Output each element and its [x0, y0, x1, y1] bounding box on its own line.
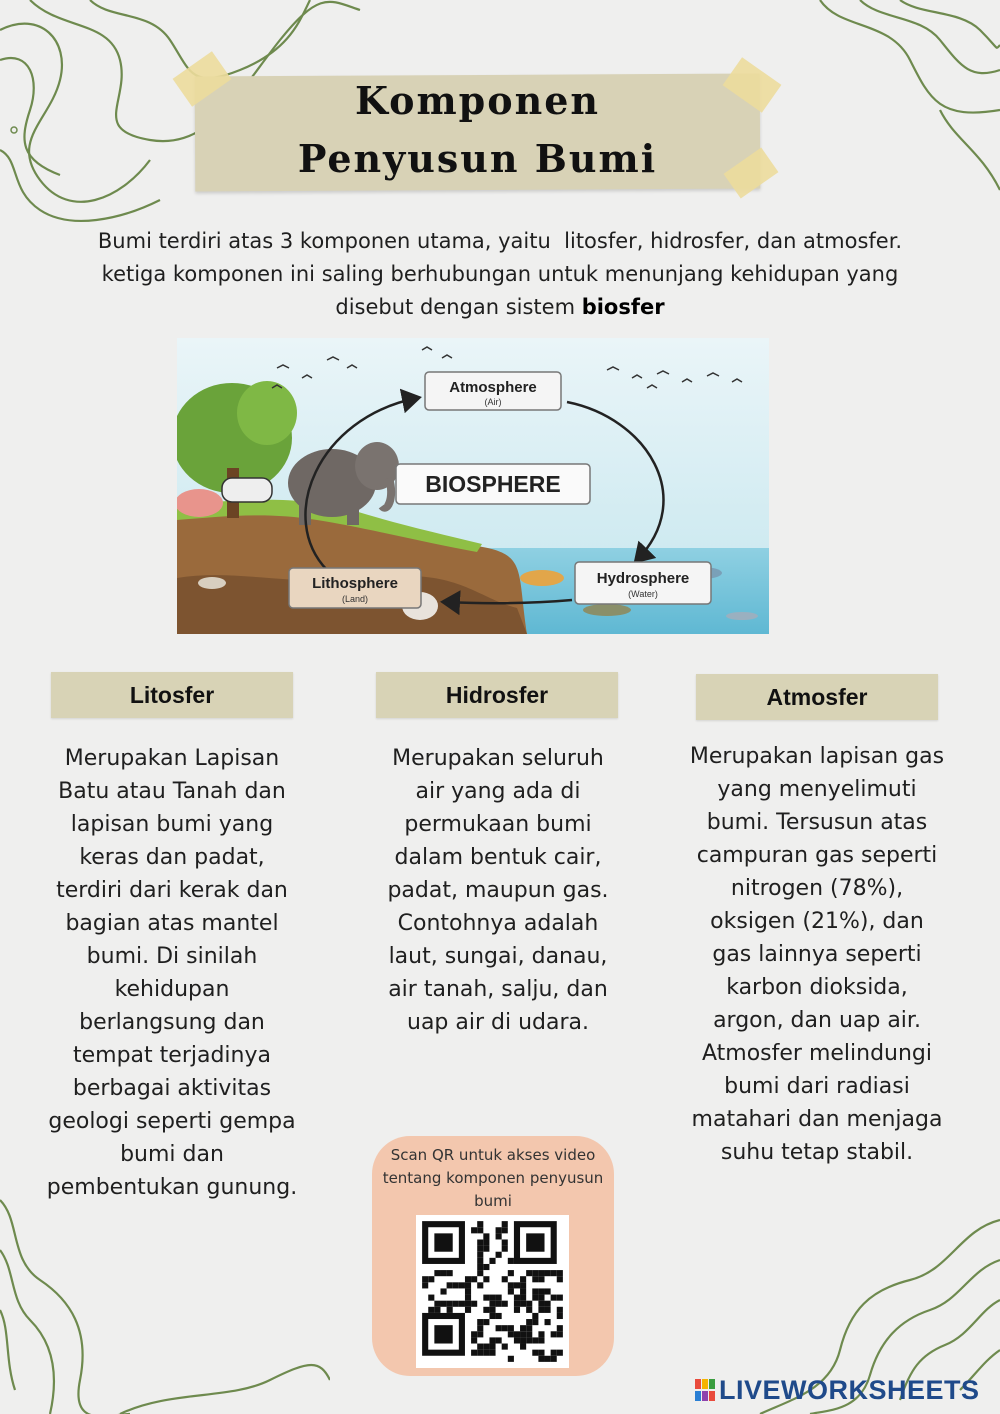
- biosphere-diagram: [177, 338, 769, 634]
- hydrosphere-sub: (Water): [628, 589, 658, 599]
- intro-biosfer-bold: biosfer: [581, 295, 665, 319]
- intro-line-3-text: disebut dengan sistem: [335, 295, 582, 319]
- elephant-leg-2: [347, 503, 359, 525]
- qr-caption: Scan QR untuk akses video tentang komponen penyusun bumi: [382, 1146, 604, 1210]
- intro-line-3: [45, 291, 955, 324]
- litosfer-description: Merupakan Lapisan Batu atau Tanah dan lapisan bumi yang keras dan padat, terdiri dari kerak dan bagian atas mantel bumi. Di sinilah kehidupan berlangsung dan tempat terjadinya berbagai aktivitas geologi seperti gempa bumi dan pembentukan gunung.: [46, 746, 298, 1200]
- fish-4: [726, 612, 758, 620]
- intro-paragraph: [45, 225, 955, 324]
- hidrosfer-description: Merupakan seluruh air yang ada di permukaan bumi dalam bentuk cair, padat, maupun gas. Contohnya adalah laut, sungai, danau, air tanah, salju, dan uap air di udara.: [387, 746, 609, 1035]
- topographic-lines-top-right: [790, 0, 1000, 230]
- title-line-1: Komponen: [354, 78, 601, 123]
- liveworksheets-icon: [694, 1378, 716, 1402]
- litosfer-heading: Litosfer: [51, 672, 293, 718]
- pig: [177, 489, 223, 517]
- atmosfer-heading: Atmosfer: [696, 674, 938, 720]
- liveworksheets-text: LIVEWORKSHEETS: [719, 1374, 980, 1405]
- zebra: [222, 478, 272, 502]
- hidrosfer-heading: Hidrosfer: [376, 672, 618, 718]
- topographic-lines-bottom-left: [0, 1180, 330, 1414]
- lithosphere-label: Lithosphere: [312, 575, 398, 592]
- qr-code-image: [416, 1215, 569, 1368]
- intro-line-2: ketiga komponen ini saling berhubungan untuk menunjang kehidupan yang: [101, 262, 899, 286]
- qr-code[interactable]: [416, 1215, 569, 1368]
- hydrosphere-label: Hydrosphere: [596, 570, 690, 587]
- fish-3: [583, 604, 631, 616]
- page-title: [195, 72, 760, 188]
- atmosphere-label: Atmosphere: [449, 379, 537, 396]
- fossil-fish: [198, 577, 226, 589]
- intro-line-1: Bumi terdiri atas 3 komponen utama, yaitu litosfer, hidrosfer, dan atmosfer.: [97, 229, 903, 253]
- atmosfer-description: Merupakan lapisan gas yang menyelimuti bumi. Tersusun atas campuran gas seperti nitrogen (78%), oksigen (21%), dan gas lainnya seperti karbon dioksida, argon, dan uap air. Atmosfer melindungi bumi dari radiasi matahari dan menjaga suhu tetap stabil.: [689, 744, 945, 1165]
- lithosphere-sub: (Land): [341, 594, 369, 604]
- biosphere-label: BIOSPHERE: [425, 471, 561, 497]
- tree-canopy-2: [237, 381, 297, 445]
- liveworksheets-logo: [694, 1374, 980, 1406]
- fish-1: [520, 570, 564, 586]
- title-line-2: Penyusun Bumi: [297, 136, 658, 181]
- atmosphere-sub: (Air): [484, 397, 502, 407]
